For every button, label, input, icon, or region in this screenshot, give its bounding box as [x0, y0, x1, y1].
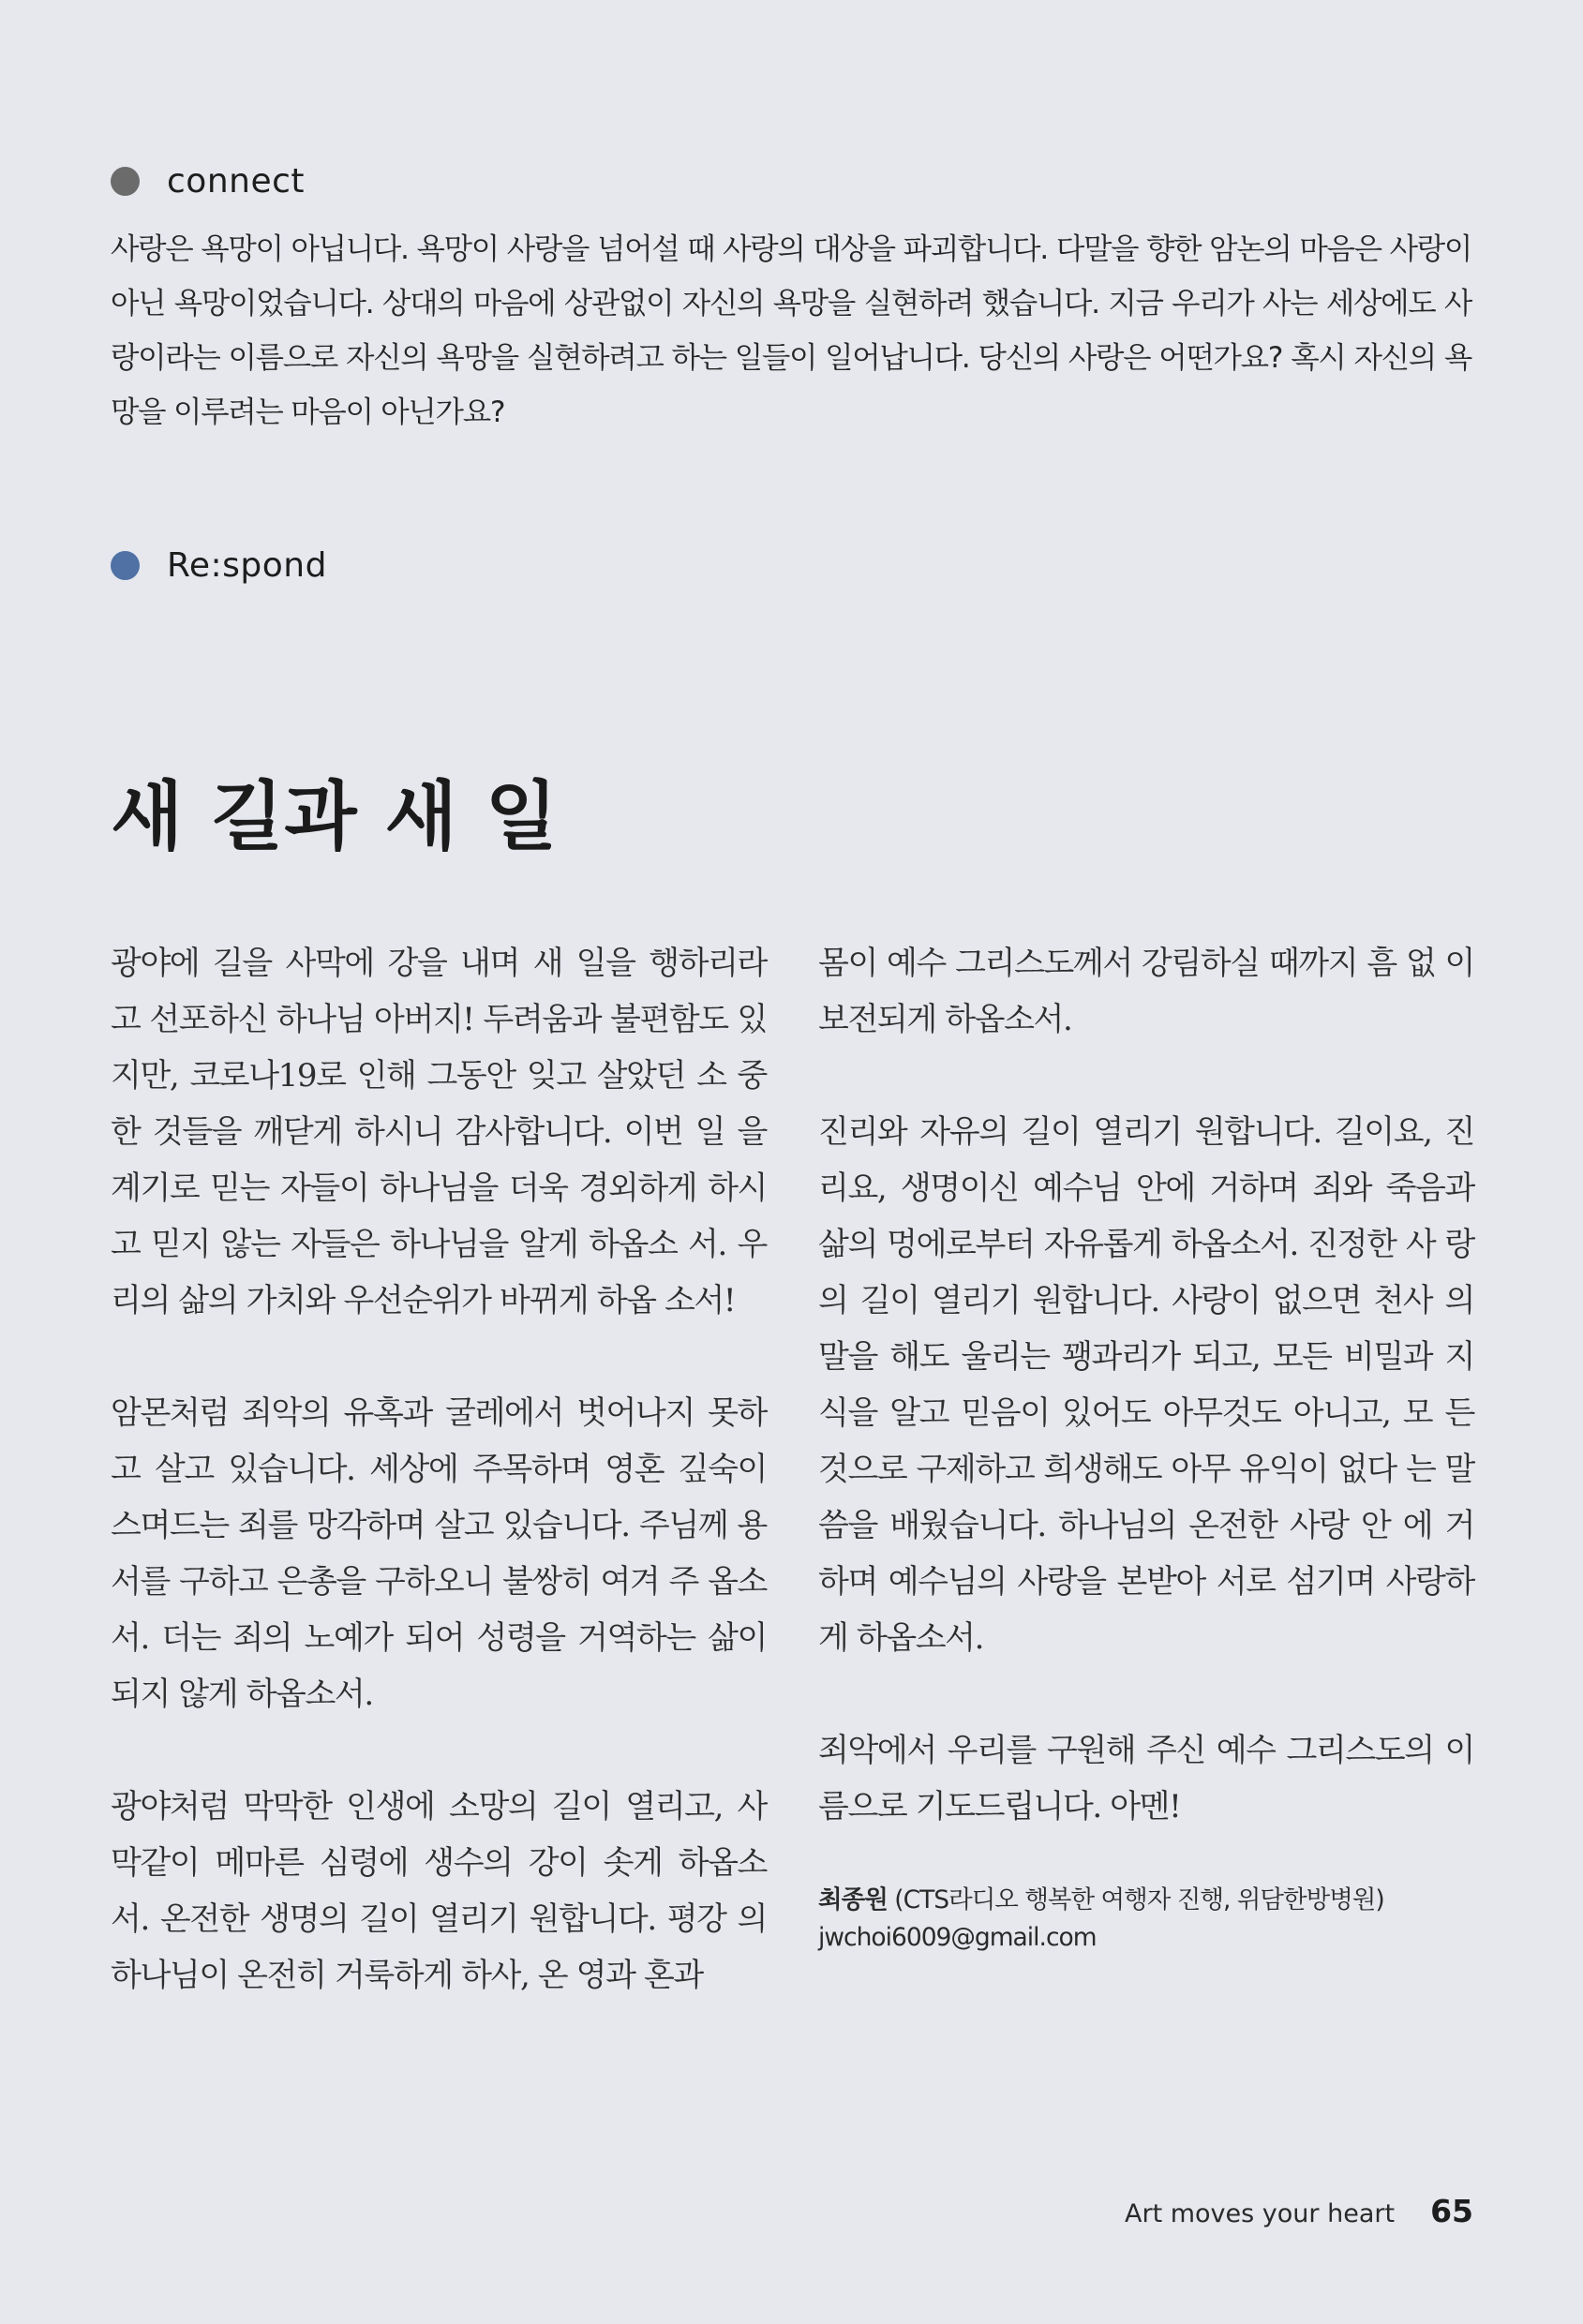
connect-section-header — [111, 162, 305, 201]
prayer-column-right — [818, 935, 1474, 1957]
prayer-paragraph: 죄악에서 우리를 구원해 주신 예수 그리스도의 이름으로 기도드립니다. 아멘! — [818, 1732, 1474, 1825]
connect-label: connect — [167, 162, 306, 201]
prayer-title: 새 길과 새 일 — [111, 773, 559, 860]
prayer-column-left — [111, 935, 767, 2060]
page-footer — [1125, 2193, 1473, 2229]
connect-body-text: 사랑은 욕망이 아닙니다. 욕망이 사랑을 넘어설 때 사랑의 대상을 파괴합니다. 다말을 향한 암논의 마음은 사랑이 아닌 욕망이었습니다. 상대의 마음에 상관없이 자신의 욕망을 실현하려 했습니다. 지금 우리가 사는 세상에도 사랑이라는 이름으로 자신의 욕망을 실현하려고 하는 일들이 일어납니다. 당신의 사랑은 어떤가요? 혹시 자신의 욕망을 이루려는 마음이 아닌가요? — [111, 232, 1471, 429]
author-info — [818, 1882, 1474, 1957]
prayer-paragraph: 광야처럼 막막한 인생에 소망의 길이 열리고, 사 막같이 메마른 심령에 생수의 강이 솟게 하옵소 서. 온전한 생명의 길이 열리기 원합니다. 평강 의 하나님이 온전히 거룩하게 하사, 온 영과 혼과 — [111, 1788, 767, 1994]
page-number: 65 — [1430, 2193, 1473, 2229]
bullet-dot-icon — [111, 551, 140, 580]
prayer-paragraph: 광야에 길을 사막에 강을 내며 새 일을 행하리라 고 선포하신 하나님 아버지! 두려움과 불편함도 있지만, 코로나19로 인해 그동안 잊고 살았던 소 중한 것들을 깨닫게 하시니 감사합니다. 이번 일 을 계기로 믿는 자들이 하나님을 더욱 경외하게 하시고 믿지 않는 자들은 하나님을 알게 하옵소 서. 우리의 삶의 가치와 우선순위가 바뀌게 하옵 소서! — [111, 945, 767, 1319]
prayer-paragraph: 몸이 예수 그리스도께서 강림하실 때까지 흠 없 이 보전되게 하옵소서. — [818, 945, 1474, 1038]
respond-section-header — [111, 546, 327, 585]
prayer-paragraph: 암몬처럼 죄악의 유혹과 굴레에서 벗어나지 못하 고 살고 있습니다. 세상에 주목하며 영혼 깊숙이 스며드는 죄를 망각하며 살고 있습니다. 주님께 용서를 구하고 은총을 구하오니 불쌍히 여겨 주 옵소서. 더는 죄의 노예가 되어 성령을 거역하는 삶이 되지 않게 하옵소서. — [111, 1394, 767, 1713]
footer-tagline: Art moves your heart — [1125, 2199, 1396, 2228]
bullet-dot-icon — [111, 167, 140, 196]
author-email: jwchoi6009@gmail.com — [818, 1923, 1097, 1952]
prayer-paragraph: 진리와 자유의 길이 열리기 원합니다. 길이요, 진 리요, 생명이신 예수님 안에 거하며 죄와 죽음과 삶의 멍에로부터 자유롭게 하옵소서. 진정한 사 랑의 길이 열리기 원합니다. 사랑이 없으면 천사 의 말을 해도 울리는 꽹과리가 되고, 모든 비밀과 지식을 알고 믿음이 있어도 아무것도 아니고, 모 든 것으로 구제하고 희생해도 아무 유익이 없다 는 말씀을 배웠습니다. 하나님의 온전한 사랑 안 에 거하며 예수님의 사랑을 본받아 서로 섬기며 사랑하게 하옵소서. — [818, 1113, 1474, 1657]
author-affiliation: (CTS라디오 행복한 여행자 진행, 위담한방병원) — [894, 1885, 1384, 1914]
respond-label: Re:spond — [167, 546, 327, 585]
author-name: 최종원 — [818, 1885, 888, 1914]
